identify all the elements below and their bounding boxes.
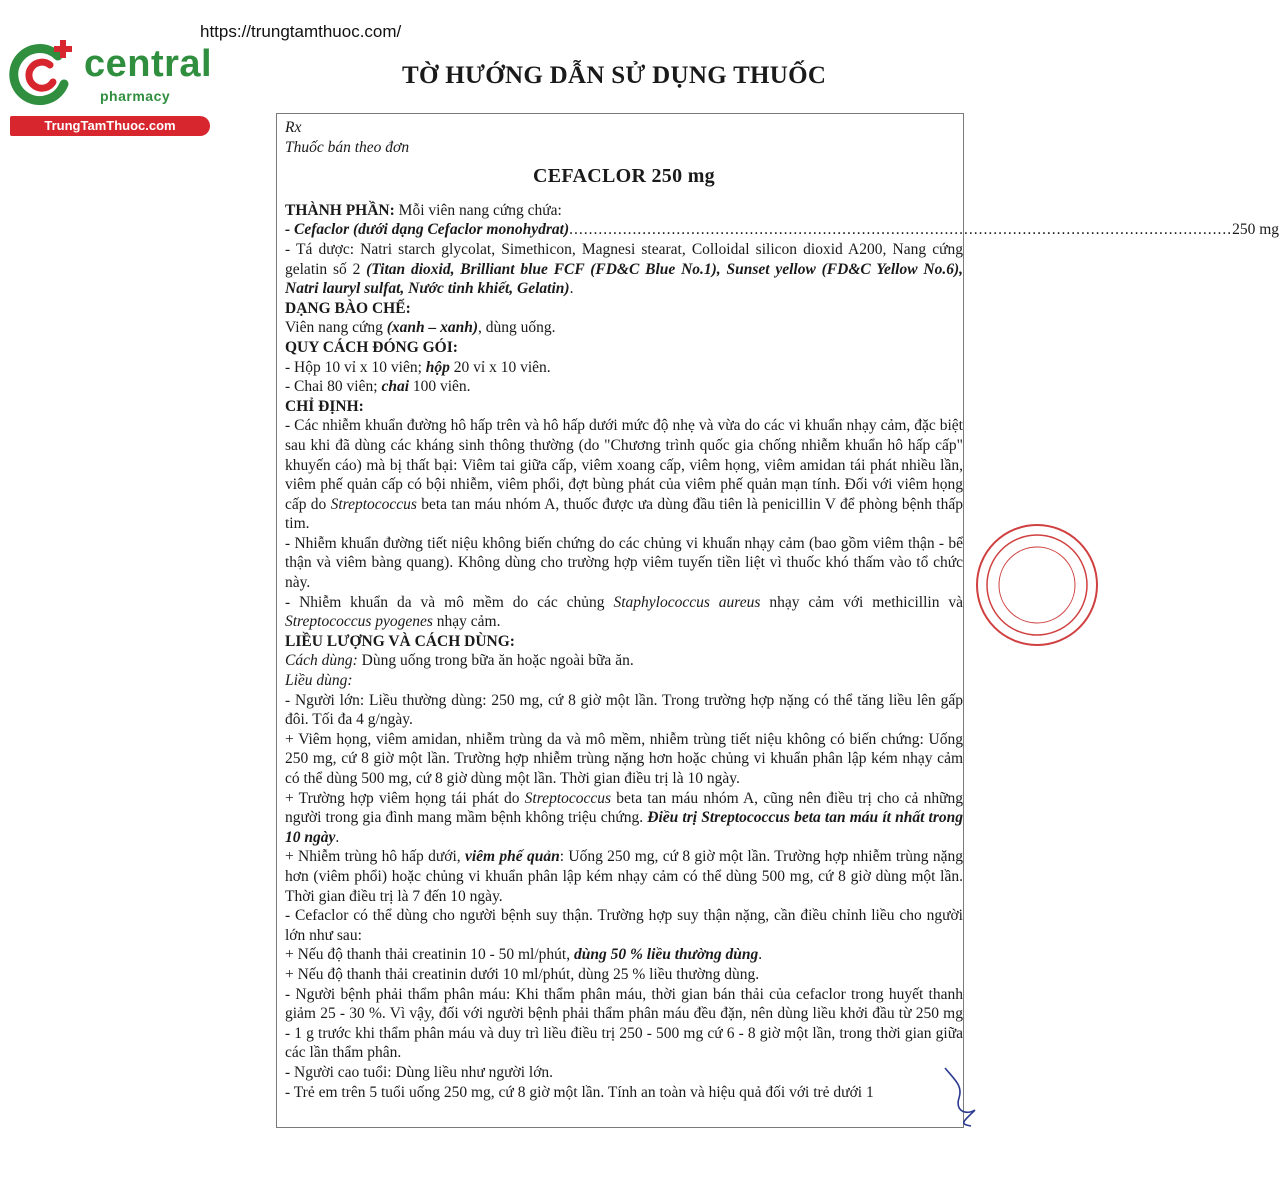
pack-2a: - Chai 80 viên; [285, 378, 382, 396]
dose-renal: - Cefaclor có thể dùng cho người bệnh suy thận. Trường hợp suy thận nặng, cần điều chỉnh liều cho người lớn như sau: [285, 907, 963, 944]
excipients-capsule: (Titan dioxid, Brilliant blue FCF (FD&C Blue No.1), Sunset yellow (FD&C Yellow No.6), Natri lauryl sulfat, Nước tinh khiết, Gelatin) [285, 260, 963, 298]
dosage-form-text [285, 318, 963, 338]
logo-ribbon: TrungTamThuoc.com [10, 116, 210, 136]
approval-stamp-icon [975, 515, 1035, 655]
dose-recurrent [285, 789, 963, 848]
lower-c: : Uống 250 mg, cứ 8 giờ một lần. Trường hợp nhiễm trùng nặng hơn (viêm phổi) hoặc chủng vi khuẩn phân lập kém nhạy cảm có thể dùng 500 mg, cứ 8 giờ dùng một lần. Thời gian điều trị là 7 đến 10 ngày. [285, 848, 963, 905]
excipients-text: - Tá dược: Natri starch glycolat, Simethicon, Magnesi stearat, Colloidal silicon dioxid A200, Nang cứng gelatin số 2 [285, 240, 963, 278]
ind-3a: - Nhiễm khuẩn da và mô mềm do các chủng [285, 593, 614, 611]
signature-icon [935, 1060, 995, 1130]
dosage-form-color: (xanh – xanh) [386, 319, 479, 337]
dose-lower-respiratory [285, 847, 963, 906]
ind-1b: Streptococcus [330, 495, 417, 513]
rx-label: Rx [285, 119, 302, 136]
pack-1a: - Hộp 10 vỉ x 10 viên; [285, 358, 426, 376]
usage-label: Cách dùng: [285, 652, 358, 670]
excipients-end: . [569, 280, 574, 298]
lower-b: viêm phế quản [464, 848, 560, 866]
ind-3e: nhạy cảm. [432, 613, 501, 631]
logo-subtitle: pharmacy [100, 88, 171, 104]
packaging-line-2 [285, 377, 963, 397]
dosage-form-heading: DẠNG BÀO CHẾ: [285, 299, 411, 317]
composition-section [285, 201, 963, 221]
renal-1c: . [758, 946, 763, 964]
ind-1a: - Các nhiễm khuẩn đường hô hấp trên và hô hấp dưới mức độ nhẹ và vừa do các vi khuẩn nhạy cảm, đặc biệt sau khi đã dùng các kháng sinh thông thường (do "Chương trình quốc gia chống nhiễm khuẩn hô hấp cấp" khuyến cáo) mà bị thất bại: Viêm tai giữa cấp, viêm xoang cấp, viêm họng, viêm amidan tái phát nhiều lần, viêm phế quản cấp có bội nhiễm, viêm phổi, đợt bùng phát của viêm phế quản mạn tính. Đối với viêm họng cấp do [285, 417, 963, 513]
dose-label: Liều dùng: [285, 672, 353, 690]
dosage-form-a: Viên nang cứng [285, 319, 387, 337]
active-amount: 250 mg [1232, 221, 1279, 239]
recur-b: Streptococcus [524, 789, 612, 807]
dosage-form-c: , dùng uống. [478, 319, 556, 337]
dose-throat: + Viêm họng, viêm amidan, nhiễm trùng da và mô mềm, nhiễm trùng tiết niệu không có biến chứng: Uống 250 mg, cứ 8 giờ một lần. Trường hợp nhiễm trùng nặng hơn hoặc chủng vi khuẩn phân lập kém nhạy cảm có thể dùng 500 mg, cứ 8 giờ dùng một lần. Thời gian điều trị là 10 ngày. [285, 730, 963, 787]
dose-renal-1 [285, 945, 963, 965]
ind-3d: Streptococcus pyogenes [285, 613, 433, 631]
dose-elderly: - Người cao tuổi: Dùng liều như người lớn. [285, 1063, 554, 1081]
recur-c: beta tan máu nhóm A, cũng nên điều trị cho cả những người trong gia đình mang mầm bệnh không triệu chứng. [285, 789, 963, 827]
indication-urinary: - Nhiễm khuẩn đường tiết niệu không biến chứng do các chủng vi khuẩn nhạy cảm (bao gồm viêm thận - bể thận và viêm bàng quang). Không dùng cho trường hợp viêm tuyến tiền liệt vì thuốc khó thấm vào tổ chức này. [285, 534, 963, 592]
composition-heading: THÀNH PHẦN: [285, 201, 395, 219]
pack-2c: 100 viên. [409, 378, 471, 396]
ind-3c: nhạy cảm với methicillin và [760, 593, 963, 611]
renal-1b: dùng 50 % liều thường dùng [573, 946, 759, 964]
dose-adult: - Người lớn: Liều thường dùng: 250 mg, cứ 8 giờ một lần. Trong trường hợp nặng có thể tăng liều lên gấp đôi. Tối đa 4 g/ngày. [285, 691, 963, 729]
recur-a: + Trường hợp viêm họng tái phát do [285, 789, 525, 807]
dose-children: - Trẻ em trên 5 tuổi uống 250 mg, cứ 8 giờ một lần. Tính an toàn và hiệu quả đối với trẻ dưới 1 [285, 1083, 874, 1101]
pack-1c: 20 vỉ x 10 viên. [449, 358, 551, 376]
pack-2b: chai [381, 378, 409, 396]
usage-text: Dùng uống trong bữa ăn hoặc ngoài bữa ăn. [357, 652, 634, 670]
active-ingredient-line [285, 220, 1279, 240]
pack-1b: hộp [425, 358, 450, 376]
indication-respiratory [285, 416, 963, 534]
document-title: TỜ HƯỚNG DẪN SỬ DỤNG THUỐC [402, 62, 827, 89]
composition-intro: Mỗi viên nang cứng chứa: [394, 201, 562, 219]
indications-heading: CHỈ ĐỊNH: [285, 397, 364, 415]
dosage-heading: LIỀU LƯỢNG VÀ CÁCH DÙNG: [285, 632, 515, 650]
indication-skin [285, 593, 963, 632]
source-url: https://trungtamthuoc.com/ [200, 22, 402, 41]
leaflet-frame [276, 113, 1279, 1128]
renal-1a: + Nếu độ thanh thải creatinin 10 - 50 ml/phút, [285, 946, 574, 964]
recur-e: . [335, 828, 340, 846]
pharmacy-logo-icon [6, 38, 78, 110]
ind-3b: Staphylococcus aureus [613, 593, 761, 611]
usage-line [285, 651, 963, 671]
dose-renal-2: + Nếu độ thanh thải creatinin dưới 10 ml/phút, dùng 25 % liều thường dùng. [285, 965, 760, 983]
lower-a: + Nhiễm trùng hô hấp dưới, [285, 848, 465, 866]
logo-wordmark: central [84, 43, 213, 85]
packaging-heading: QUY CÁCH ĐÓNG GÓI: [285, 338, 458, 356]
drug-name: CEFACLOR 250 mg [533, 165, 715, 188]
leaflet-content [285, 118, 1279, 1102]
active-ingredient: - Cefaclor (dưới dạng Cefaclor monohydrat) [285, 221, 570, 239]
dot-leader: ........................................................................................................................................ [569, 221, 1233, 239]
dose-dialysis: - Người bệnh phải thẩm phân máu: Khi thẩm phân máu, thời gian bán thải của cefaclor trong huyết thanh giảm 25 - 30 %. Vì vậy, đối với người bệnh phải thẩm phân máu đều đặn, nên dùng liều khởi đầu từ 250 mg - 1 g trước khi thẩm phân máu và duy trì liều điều trị 250 - 500 mg cứ 6 - 8 giờ một lần, trong thời gian giữa các lần thẩm phân. [285, 985, 963, 1062]
packaging-line-1 [285, 358, 963, 378]
recur-d: Điều trị Streptococcus beta tan máu ít nhất trong 10 ngày [285, 809, 963, 846]
excipients [285, 240, 963, 299]
prescription-note: Thuốc bán theo đơn [285, 138, 410, 156]
ind-1c: beta tan máu nhóm A, thuốc được ưa dùng đầu tiên là penicillin V để phòng bệnh thấp tim. [285, 495, 963, 533]
